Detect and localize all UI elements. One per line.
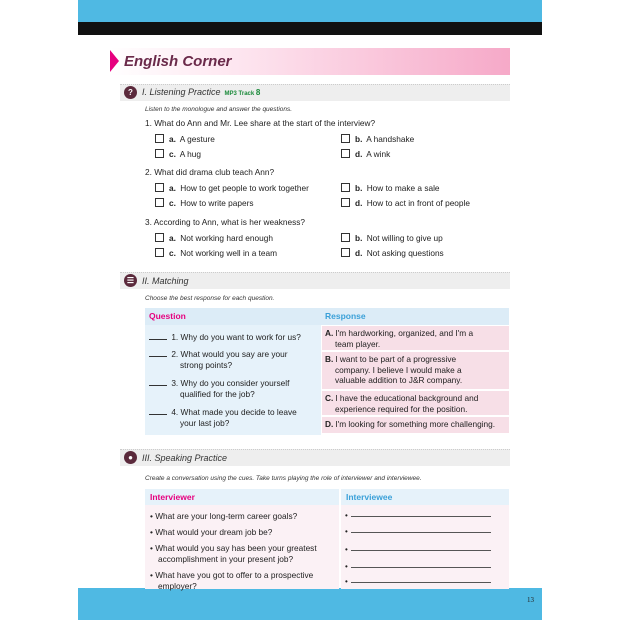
answer-line-1[interactable]: • (345, 511, 495, 520)
checkbox[interactable] (155, 198, 164, 207)
answer-line-4b[interactable]: • (345, 577, 495, 586)
response-d: D. I'm looking for something more challenging. (322, 417, 509, 433)
checkbox[interactable] (155, 248, 164, 257)
response-column-header: Response (325, 311, 366, 321)
right-margin (542, 0, 620, 620)
page-number: 13 (527, 596, 534, 604)
question-icon: ? (124, 86, 137, 99)
matching-question-1: 1. Why do you want to work for us? (149, 332, 301, 343)
question-2: 2. What did drama club teach Ann? (145, 167, 275, 177)
option-1a[interactable]: a. A gesture (155, 134, 215, 144)
cue-2: • What would your dream job be? (150, 527, 273, 537)
answer-line-2[interactable]: • (345, 527, 495, 536)
speaking-section-title: III. Speaking Practice (142, 453, 228, 463)
cue-4: • What have you got to offer to a prospective employer? (150, 570, 314, 591)
listening-section-title: I. Listening Practice MP3 Track 8 (142, 87, 261, 97)
question-1: 1. What do Ann and Mr. Lee share at the start of the interview? (145, 118, 376, 128)
cue-3: • What would you say has been your greatest accomplishment in your present job? (150, 543, 317, 564)
matching-instruction: Choose the best response for each question. (145, 295, 275, 302)
checkbox[interactable] (155, 134, 164, 143)
option-1d[interactable]: d. A wink (341, 149, 390, 159)
bottom-color-band (78, 588, 542, 620)
question-column-header: Question (149, 311, 186, 321)
checkbox[interactable] (341, 183, 350, 192)
option-3a[interactable]: a. Not working hard enough (155, 233, 273, 243)
response-c: C. I have the educational background and experience required for the position. (322, 391, 509, 415)
option-2d[interactable]: d. How to act in front of people (341, 198, 470, 208)
left-margin (0, 0, 78, 620)
checkbox[interactable] (341, 233, 350, 242)
checkbox[interactable] (341, 149, 350, 158)
matching-question-4: 4. What made you decide to leave your last job? (149, 407, 297, 429)
option-1b[interactable]: b. A handshake (341, 134, 414, 144)
speaking-instruction: Create a conversation using the cues. Take turns playing the role of interviewer and interviewee. (145, 475, 422, 482)
option-3c[interactable]: c. Not working well in a team (155, 248, 277, 258)
top-black-band (78, 22, 542, 35)
checkbox[interactable] (155, 183, 164, 192)
question-3: 3. According to Ann, what is her weakness? (145, 217, 306, 227)
banner-arrow-icon (110, 50, 119, 72)
option-3d[interactable]: d. Not asking questions (341, 248, 444, 258)
interviewee-header: Interviewee (346, 492, 393, 502)
mp3-track-label: MP3 Track 8 (224, 88, 261, 97)
checkbox[interactable] (341, 134, 350, 143)
checkbox[interactable] (155, 149, 164, 158)
checkbox[interactable] (341, 248, 350, 257)
response-b: B. I want to be part of a progressive company. I believe I would make a valuable addition to J&R company. (322, 352, 509, 389)
book-icon: ☰ (124, 274, 137, 287)
page-title: English Corner (124, 53, 232, 70)
response-a: A. I'm hardworking, organized, and I'm a team player. (322, 326, 509, 350)
listening-instruction: Listen to the monologue and answer the questions. (145, 106, 293, 113)
option-2c[interactable]: c. How to write papers (155, 198, 254, 208)
checkbox[interactable] (341, 198, 350, 207)
answer-line-3[interactable]: • (345, 545, 495, 554)
matching-section-title: II. Matching (142, 276, 189, 286)
option-3b[interactable]: b. Not willing to give up (341, 233, 443, 243)
answer-line-4a[interactable]: • (345, 562, 495, 571)
checkbox[interactable] (155, 233, 164, 242)
option-1c[interactable]: c. A hug (155, 149, 201, 159)
option-2a[interactable]: a. How to get people to work together (155, 183, 309, 193)
interviewer-header: Interviewer (150, 492, 195, 502)
matching-question-3: 3. Why do you consider yourself qualified for the job? (149, 378, 289, 400)
speech-icon: ● (124, 451, 137, 464)
top-color-band (78, 0, 542, 22)
cue-1: • What are your long-term career goals? (150, 511, 298, 521)
option-2b[interactable]: b. How to make a sale (341, 183, 440, 193)
matching-question-2: 2. What would you say are your strong points? (149, 349, 288, 371)
